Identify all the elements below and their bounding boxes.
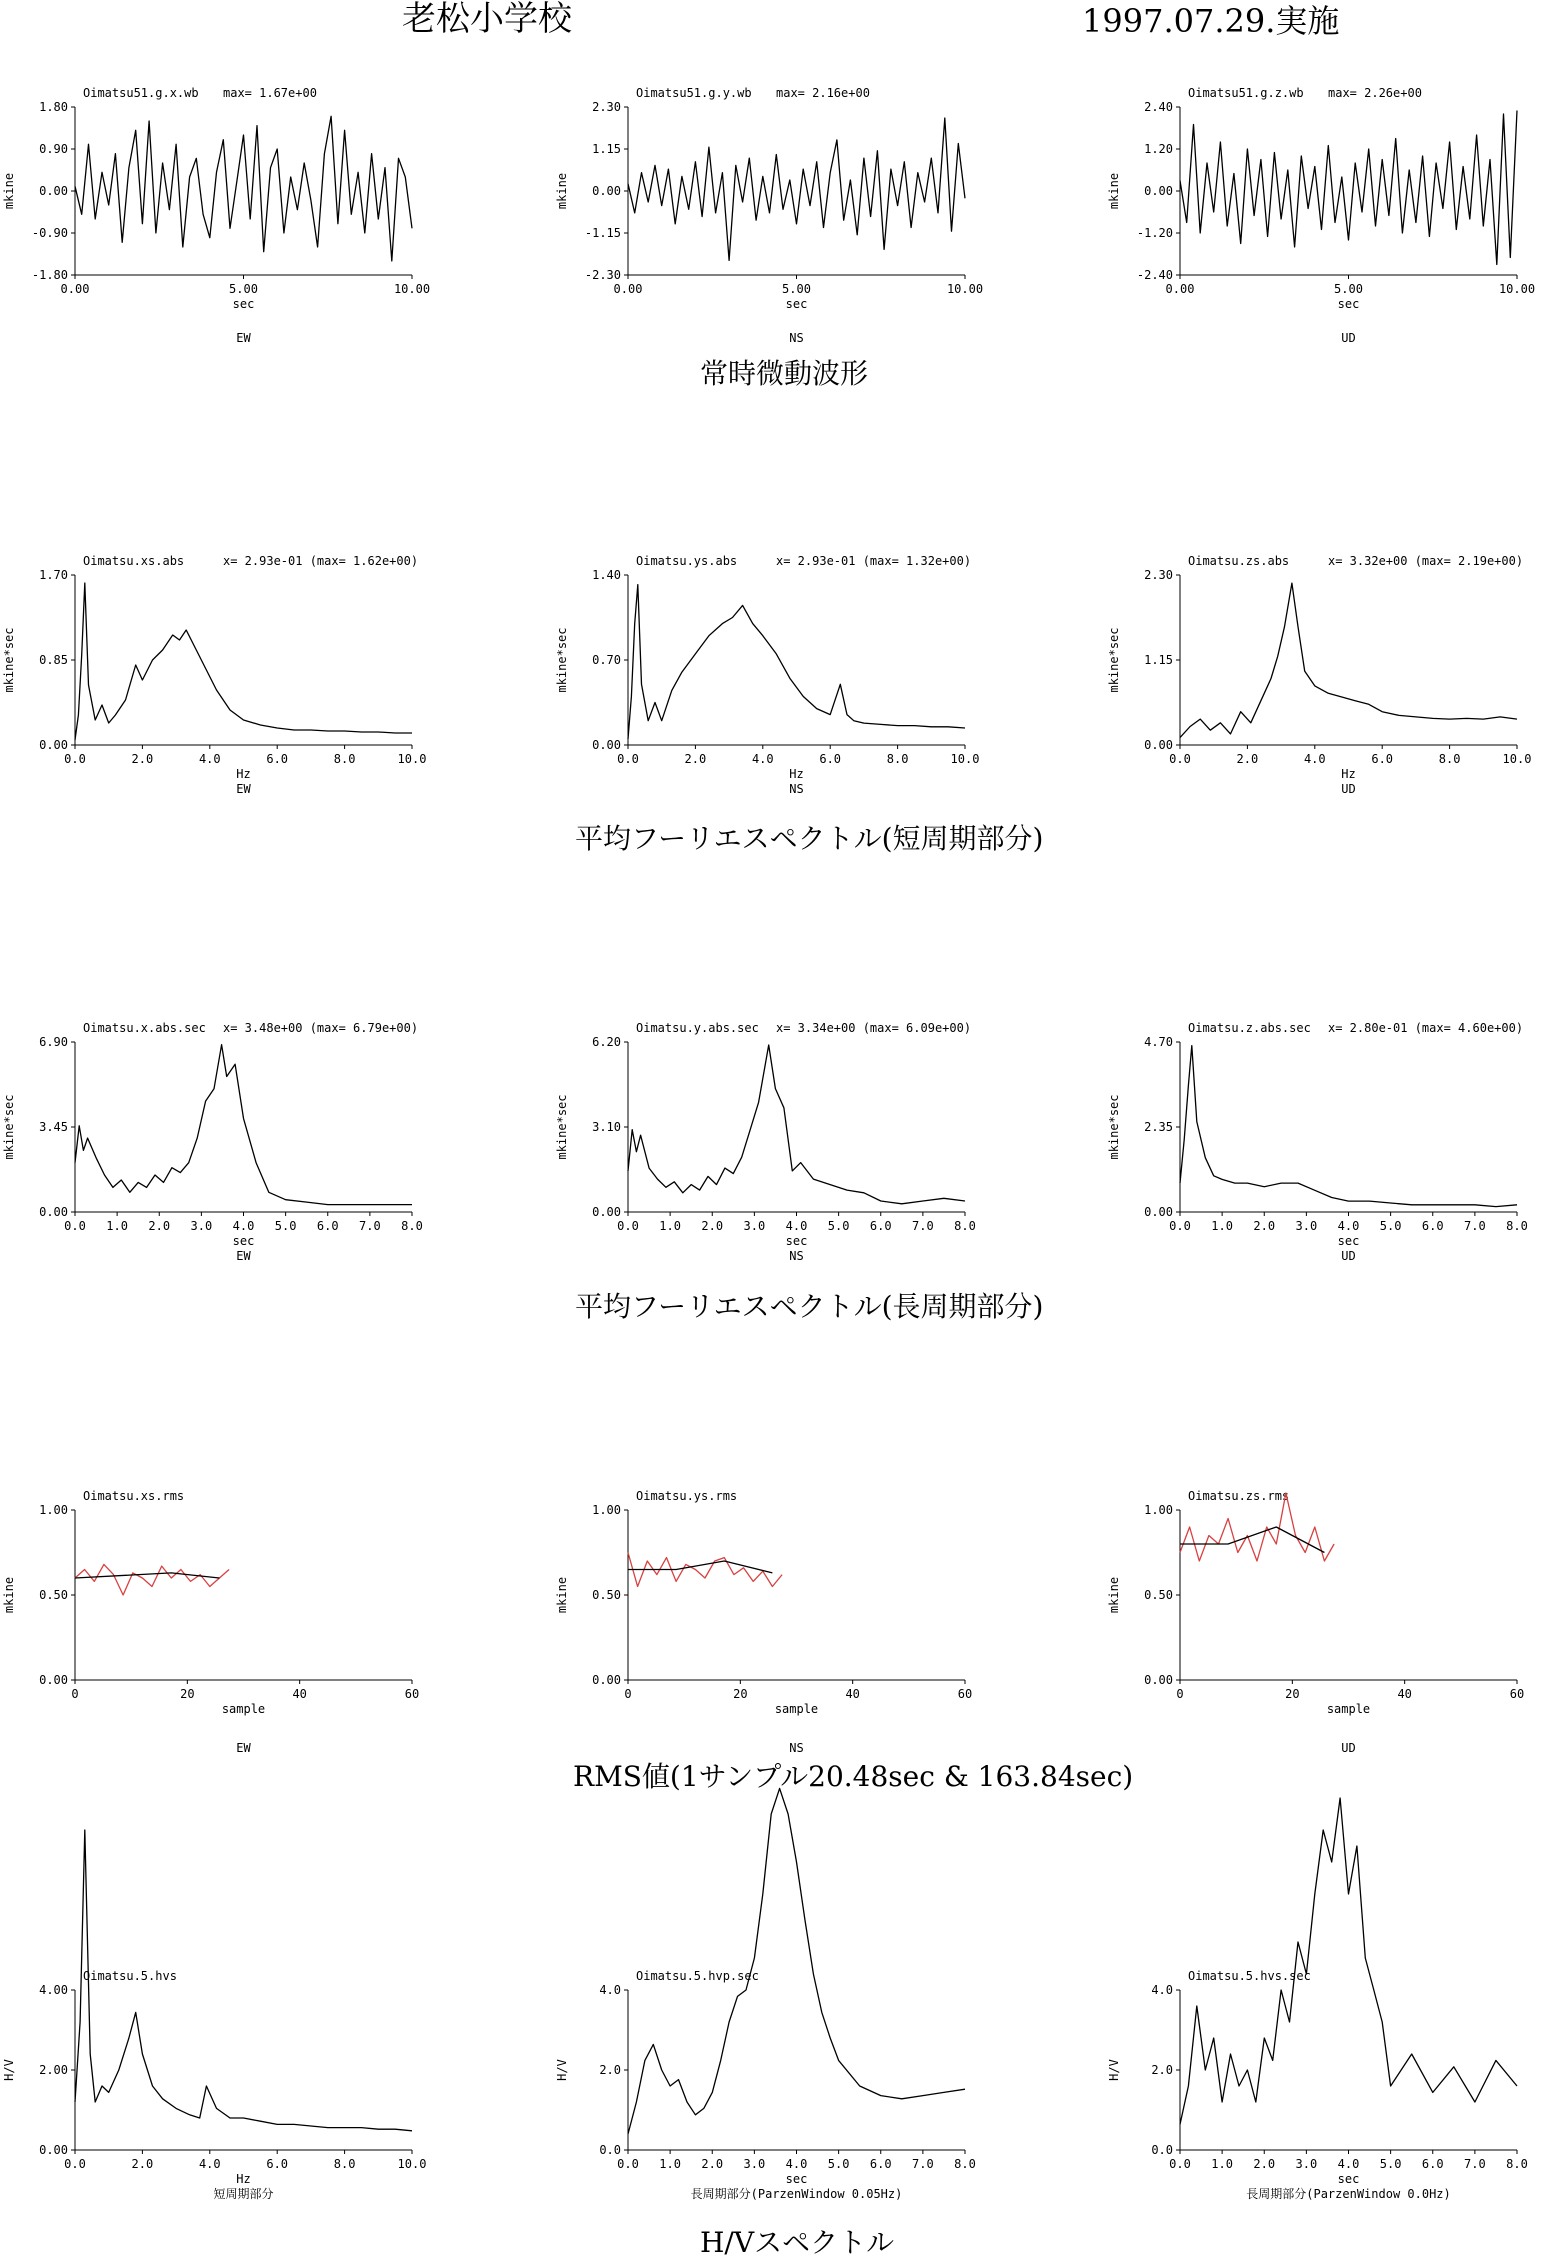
chart-info: x= 3.48e+00 (max= 6.79e+00) (223, 1021, 419, 1035)
x-tick-label: 10.0 (397, 2157, 427, 2171)
y-tick-label: 0.00 (1144, 184, 1173, 198)
y-tick-label: -1.80 (31, 268, 68, 282)
x-tick-label: 2.0 (1253, 2157, 1276, 2171)
y-tick-label: 0.0 (1151, 2143, 1173, 2157)
x-tick-label: 1.0 (1211, 1219, 1233, 1233)
x-tick-label: 5.0 (1379, 2157, 1402, 2171)
x-tick-label: 0.00 (613, 282, 643, 296)
chart-title: Oimatsu51.g.x.wb (83, 86, 199, 100)
series-line-1 (1180, 1798, 1517, 2124)
y-tick-label: 0.00 (1144, 1205, 1173, 1219)
chart-2 (555, 86, 983, 345)
x-tick-label: 6.0 (1421, 1219, 1444, 1233)
y-tick-label: 1.70 (39, 568, 68, 582)
x-axis-label: Hz (1341, 767, 1356, 781)
y-tick-label: -2.40 (1136, 268, 1173, 282)
section-caption-hv: H/Vスペクトル (700, 2226, 895, 2259)
x-tick-label: 40 (1397, 1687, 1412, 1701)
y-tick-label: 2.30 (1144, 568, 1173, 582)
y-axis-label: mkine (2, 172, 16, 210)
x-tick-label: 0.0 (64, 2157, 86, 2171)
x-tick-label: 10.0 (397, 752, 427, 766)
chart-title: Oimatsu.y.abs.sec (636, 1021, 759, 1035)
x-tick-label: 0 (1176, 1687, 1184, 1701)
y-tick-label: 0.00 (1144, 1673, 1173, 1687)
y-axis-label: mkine (1107, 172, 1121, 210)
x-tick-label: 2.0 (701, 2157, 724, 2171)
x-tick-label: 8.0 (1506, 2157, 1528, 2171)
y-tick-label: -1.15 (584, 226, 621, 240)
y-axis-label: H/V (1107, 2059, 1121, 2081)
x-tick-label: 20 (733, 1687, 748, 1701)
x-tick-label: 4.0 (198, 752, 221, 766)
y-tick-label: 1.00 (39, 1503, 68, 1517)
x-axis-label: Hz (789, 767, 804, 781)
x-tick-label: 7.0 (359, 1219, 381, 1233)
section-caption-rms: RMS値(1サンプル20.48sec & 163.84sec) (573, 1760, 1134, 1793)
chart-title: Oimatsu.zs.rms (1188, 1489, 1290, 1503)
x-tick-label: 2.0 (131, 752, 154, 766)
y-tick-label: 2.40 (1144, 100, 1173, 114)
x-tick-label: 5.00 (782, 282, 811, 296)
y-axis-label: mkine*sec (555, 627, 569, 693)
y-axis-label: mkine (555, 1576, 569, 1614)
x-tick-label: 20 (1285, 1687, 1300, 1701)
chart-11 (555, 1489, 972, 1755)
y-tick-label: 1.00 (592, 1503, 621, 1517)
x-tick-label: 6.0 (869, 1219, 892, 1233)
x-tick-label: 7.0 (1464, 1219, 1486, 1233)
component-label: 短周期部分 (213, 2187, 274, 2201)
y-axis-label: H/V (2, 2059, 16, 2081)
x-tick-label: 6.0 (819, 752, 842, 766)
x-tick-label: 6.0 (316, 1219, 339, 1233)
x-tick-label: 1.0 (106, 1219, 128, 1233)
x-tick-label: 0 (624, 1687, 632, 1701)
x-tick-label: 0.0 (1169, 1219, 1191, 1233)
x-tick-label: 4.0 (1337, 2157, 1360, 2171)
series-line-1 (1180, 1493, 1334, 1561)
component-label: EW (236, 782, 251, 796)
chart-3 (1107, 86, 1535, 345)
series-line-1 (75, 116, 412, 261)
y-tick-label: 2.00 (39, 2063, 68, 2077)
x-tick-label: 10.0 (950, 752, 980, 766)
y-tick-label: 0.50 (39, 1588, 68, 1602)
x-tick-label: 3.0 (1295, 2157, 1318, 2171)
component-label: EW (236, 331, 251, 345)
chart-9 (1107, 1021, 1528, 1263)
x-tick-label: 2.0 (131, 2157, 154, 2171)
y-axis-label: mkine (555, 172, 569, 210)
x-axis-label: sec (232, 1234, 255, 1248)
y-tick-label: -1.20 (1136, 226, 1173, 240)
x-tick-label: 20 (180, 1687, 195, 1701)
y-tick-label: 0.85 (39, 653, 68, 667)
section-caption-fourier-short: 平均フーリエスペクトル(短周期部分) (575, 822, 1044, 855)
chart-1 (2, 86, 430, 345)
chart-title: Oimatsu.ys.abs (636, 554, 738, 568)
x-tick-label: 5.00 (1334, 282, 1363, 296)
x-tick-label: 4.0 (1303, 752, 1326, 766)
y-tick-label: 6.20 (592, 1035, 621, 1049)
x-tick-label: 8.0 (954, 1219, 976, 1233)
chart-info: max= 2.16e+00 (776, 86, 870, 100)
x-axis-label: sec (1337, 297, 1360, 311)
y-tick-label: -0.90 (31, 226, 68, 240)
y-tick-label: 2.0 (1151, 2063, 1173, 2077)
chart-4 (2, 554, 426, 796)
x-tick-label: 8.0 (886, 752, 909, 766)
x-tick-label: 10.00 (946, 282, 984, 296)
x-tick-label: 2.0 (701, 1219, 724, 1233)
series-line-1 (75, 1564, 229, 1595)
section-caption-fourier-long: 平均フーリエスペクトル(長周期部分) (575, 1290, 1044, 1323)
y-tick-label: 2.0 (599, 2063, 621, 2077)
x-axis-label: sec (1337, 1234, 1360, 1248)
x-axis-label: sample (1326, 1702, 1371, 1716)
survey-date: 1997.07.29.実施 (1082, 2, 1340, 40)
x-tick-label: 4.0 (198, 2157, 221, 2171)
x-tick-label: 60 (957, 1687, 973, 1701)
x-tick-label: 6.0 (1421, 2157, 1444, 2171)
x-tick-label: 60 (1509, 1687, 1525, 1701)
chart-14 (555, 1788, 976, 2201)
x-tick-label: 0.0 (1169, 2157, 1191, 2171)
x-tick-label: 4.0 (785, 1219, 808, 1233)
y-tick-label: -2.30 (584, 268, 621, 282)
x-tick-label: 8.0 (333, 752, 356, 766)
series-line-1 (628, 118, 965, 260)
y-tick-label: 0.50 (592, 1588, 621, 1602)
y-tick-label: 0.70 (592, 653, 621, 667)
y-tick-label: 1.15 (592, 142, 621, 156)
chart-title: Oimatsu.x.abs.sec (83, 1021, 206, 1035)
x-tick-label: 4.0 (232, 1219, 255, 1233)
component-label: NS (789, 1249, 804, 1263)
section-caption-waveform: 常時微動波形 (700, 357, 869, 390)
component-label: UD (1341, 331, 1356, 345)
component-label: UD (1341, 1741, 1356, 1755)
x-tick-label: 60 (404, 1687, 420, 1701)
y-tick-label: 4.0 (1151, 1983, 1173, 1997)
series-line-1 (628, 1045, 965, 1204)
chart-title: Oimatsu.ys.rms (636, 1489, 738, 1503)
y-tick-label: 0.00 (592, 184, 621, 198)
chart-title: Oimatsu.5.hvs (83, 1969, 177, 1983)
x-tick-label: 40 (292, 1687, 307, 1701)
x-tick-label: 7.0 (912, 1219, 934, 1233)
y-axis-label: mkine*sec (1107, 627, 1121, 693)
chart-title: Oimatsu.xs.abs (83, 554, 185, 568)
x-tick-label: 40 (845, 1687, 860, 1701)
y-tick-label: 6.90 (39, 1035, 68, 1049)
component-label: 長周期部分(ParzenWindow 0.05Hz) (690, 2187, 903, 2201)
x-tick-label: 0.0 (1169, 752, 1191, 766)
y-tick-label: 0.00 (592, 1205, 621, 1219)
y-tick-label: 1.80 (39, 100, 68, 114)
series-line-1 (1180, 583, 1517, 738)
component-label: NS (789, 782, 804, 796)
y-tick-label: 2.30 (592, 100, 621, 114)
chart-title: Oimatsu.5.hvp.sec (636, 1969, 759, 1983)
chart-12 (1107, 1489, 1524, 1755)
y-tick-label: 0.00 (592, 738, 621, 752)
series-line-1 (628, 1788, 965, 2134)
chart-info: x= 3.32e+00 (max= 2.19e+00) (1328, 554, 1524, 568)
y-tick-label: 1.40 (592, 568, 621, 582)
y-tick-label: 0.00 (39, 184, 68, 198)
x-tick-label: 8.0 (333, 2157, 356, 2171)
x-tick-label: 5.0 (1379, 1219, 1402, 1233)
x-tick-label: 0.0 (617, 752, 639, 766)
series-line-1 (75, 1045, 412, 1205)
series-line-2 (628, 1561, 772, 1573)
y-tick-label: 0.90 (39, 142, 68, 156)
x-tick-label: 1.0 (659, 1219, 681, 1233)
x-tick-label: 4.0 (751, 752, 774, 766)
x-tick-label: 1.0 (1211, 2157, 1233, 2171)
x-tick-label: 0.0 (617, 2157, 639, 2171)
chart-15 (1107, 1798, 1528, 2201)
y-axis-label: mkine*sec (2, 1094, 16, 1160)
chart-title: Oimatsu51.g.z.wb (1188, 86, 1304, 100)
y-axis-label: mkine*sec (1107, 1094, 1121, 1160)
x-axis-label: sample (774, 1702, 819, 1716)
y-tick-label: 0.00 (39, 1205, 68, 1219)
y-tick-label: 0.50 (1144, 1588, 1173, 1602)
y-tick-label: 1.20 (1144, 142, 1173, 156)
y-tick-label: 3.45 (39, 1120, 68, 1134)
y-axis-label: mkine*sec (2, 627, 16, 693)
x-tick-label: 2.0 (1236, 752, 1259, 766)
y-tick-label: 0.0 (599, 2143, 621, 2157)
chart-info: x= 3.34e+00 (max= 6.09e+00) (776, 1021, 972, 1035)
x-tick-label: 5.0 (827, 2157, 850, 2171)
series-line-1 (628, 585, 965, 739)
x-tick-label: 10.00 (393, 282, 431, 296)
component-label: NS (789, 1741, 804, 1755)
x-tick-label: 3.0 (743, 2157, 766, 2171)
series-line-1 (75, 583, 412, 740)
x-axis-label: Hz (236, 767, 251, 781)
y-tick-label: 2.35 (1144, 1120, 1173, 1134)
x-tick-label: 8.0 (1438, 752, 1461, 766)
chart-10 (2, 1489, 419, 1755)
y-tick-label: 1.00 (1144, 1503, 1173, 1517)
series-line-1 (1180, 1046, 1517, 1207)
x-tick-label: 7.0 (1464, 2157, 1486, 2171)
component-label: 長周期部分(ParzenWindow 0.0Hz) (1246, 2187, 1451, 2201)
x-tick-label: 5.0 (274, 1219, 297, 1233)
chart-7 (2, 1021, 423, 1263)
component-label: UD (1341, 782, 1356, 796)
y-tick-label: 4.70 (1144, 1035, 1173, 1049)
chart-info: x= 2.93e-01 (max= 1.62e+00) (223, 554, 419, 568)
x-axis-label: sec (785, 297, 808, 311)
chart-info: max= 1.67e+00 (223, 86, 317, 100)
y-tick-label: 4.0 (599, 1983, 621, 1997)
chart-title: Oimatsu.xs.rms (83, 1489, 185, 1503)
x-axis-label: sec (785, 1234, 808, 1248)
x-tick-label: 3.0 (1295, 1219, 1318, 1233)
chart-6 (1107, 554, 1531, 796)
x-tick-label: 2.0 (148, 1219, 171, 1233)
chart-8 (555, 1021, 976, 1263)
y-tick-label: 0.00 (39, 1673, 68, 1687)
chart-title: Oimatsu51.g.y.wb (636, 86, 752, 100)
component-label: EW (236, 1741, 251, 1755)
x-tick-label: 5.00 (229, 282, 258, 296)
chart-title: Oimatsu.z.abs.sec (1188, 1021, 1311, 1035)
x-tick-label: 6.0 (266, 2157, 289, 2171)
x-tick-label: 0 (71, 1687, 79, 1701)
y-tick-label: 1.15 (1144, 653, 1173, 667)
series-line-2 (75, 1573, 219, 1578)
chart-info: max= 2.26e+00 (1328, 86, 1422, 100)
x-axis-label: sec (232, 297, 255, 311)
chart-13 (2, 1830, 426, 2201)
component-label: UD (1341, 1249, 1356, 1263)
chart-title: Oimatsu.zs.abs (1188, 554, 1290, 568)
x-tick-label: 8.0 (1506, 1219, 1528, 1233)
x-tick-label: 6.0 (869, 2157, 892, 2171)
chart-5 (555, 554, 979, 796)
x-tick-label: 8.0 (401, 1219, 423, 1233)
x-tick-label: 7.0 (912, 2157, 934, 2171)
y-axis-label: H/V (555, 2059, 569, 2081)
x-tick-label: 5.0 (827, 1219, 850, 1233)
x-axis-label: sec (785, 2172, 808, 2186)
y-axis-label: mkine (2, 1576, 16, 1614)
x-tick-label: 0.0 (617, 1219, 639, 1233)
chart-title: Oimatsu.5.hvs.sec (1188, 1969, 1311, 1983)
y-axis-label: mkine*sec (555, 1094, 569, 1160)
y-tick-label: 0.00 (592, 1673, 621, 1687)
x-tick-label: 6.0 (1371, 752, 1394, 766)
x-tick-label: 2.0 (1253, 1219, 1276, 1233)
x-axis-label: Hz (236, 2172, 251, 2186)
component-label: NS (789, 331, 804, 345)
component-label: EW (236, 1249, 251, 1263)
x-tick-label: 0.00 (60, 282, 90, 296)
x-tick-label: 3.0 (190, 1219, 213, 1233)
x-tick-label: 3.0 (743, 1219, 766, 1233)
y-tick-label: 0.00 (39, 2143, 68, 2157)
y-tick-label: 4.00 (39, 1983, 68, 1997)
x-tick-label: 6.0 (266, 752, 289, 766)
school-name: 老松小学校 (402, 0, 572, 39)
x-tick-label: 8.0 (954, 2157, 976, 2171)
x-tick-label: 0.0 (64, 752, 86, 766)
x-tick-label: 2.0 (684, 752, 707, 766)
x-axis-label: sec (1337, 2172, 1360, 2186)
x-tick-label: 10.0 (1502, 752, 1532, 766)
x-axis-label: sample (221, 1702, 266, 1716)
chart-info: x= 2.93e-01 (max= 1.32e+00) (776, 554, 972, 568)
chart-info: x= 2.80e-01 (max= 4.60e+00) (1328, 1021, 1524, 1035)
x-tick-label: 10.00 (1498, 282, 1536, 296)
x-tick-label: 0.0 (64, 1219, 86, 1233)
x-tick-label: 1.0 (659, 2157, 681, 2171)
x-tick-label: 0.00 (1165, 282, 1195, 296)
y-tick-label: 3.10 (592, 1120, 621, 1134)
x-tick-label: 4.0 (785, 2157, 808, 2171)
y-tick-label: 0.00 (39, 738, 68, 752)
x-tick-label: 4.0 (1337, 1219, 1360, 1233)
series-line-1 (1180, 111, 1517, 265)
y-axis-label: mkine (1107, 1576, 1121, 1614)
y-tick-label: 0.00 (1144, 738, 1173, 752)
